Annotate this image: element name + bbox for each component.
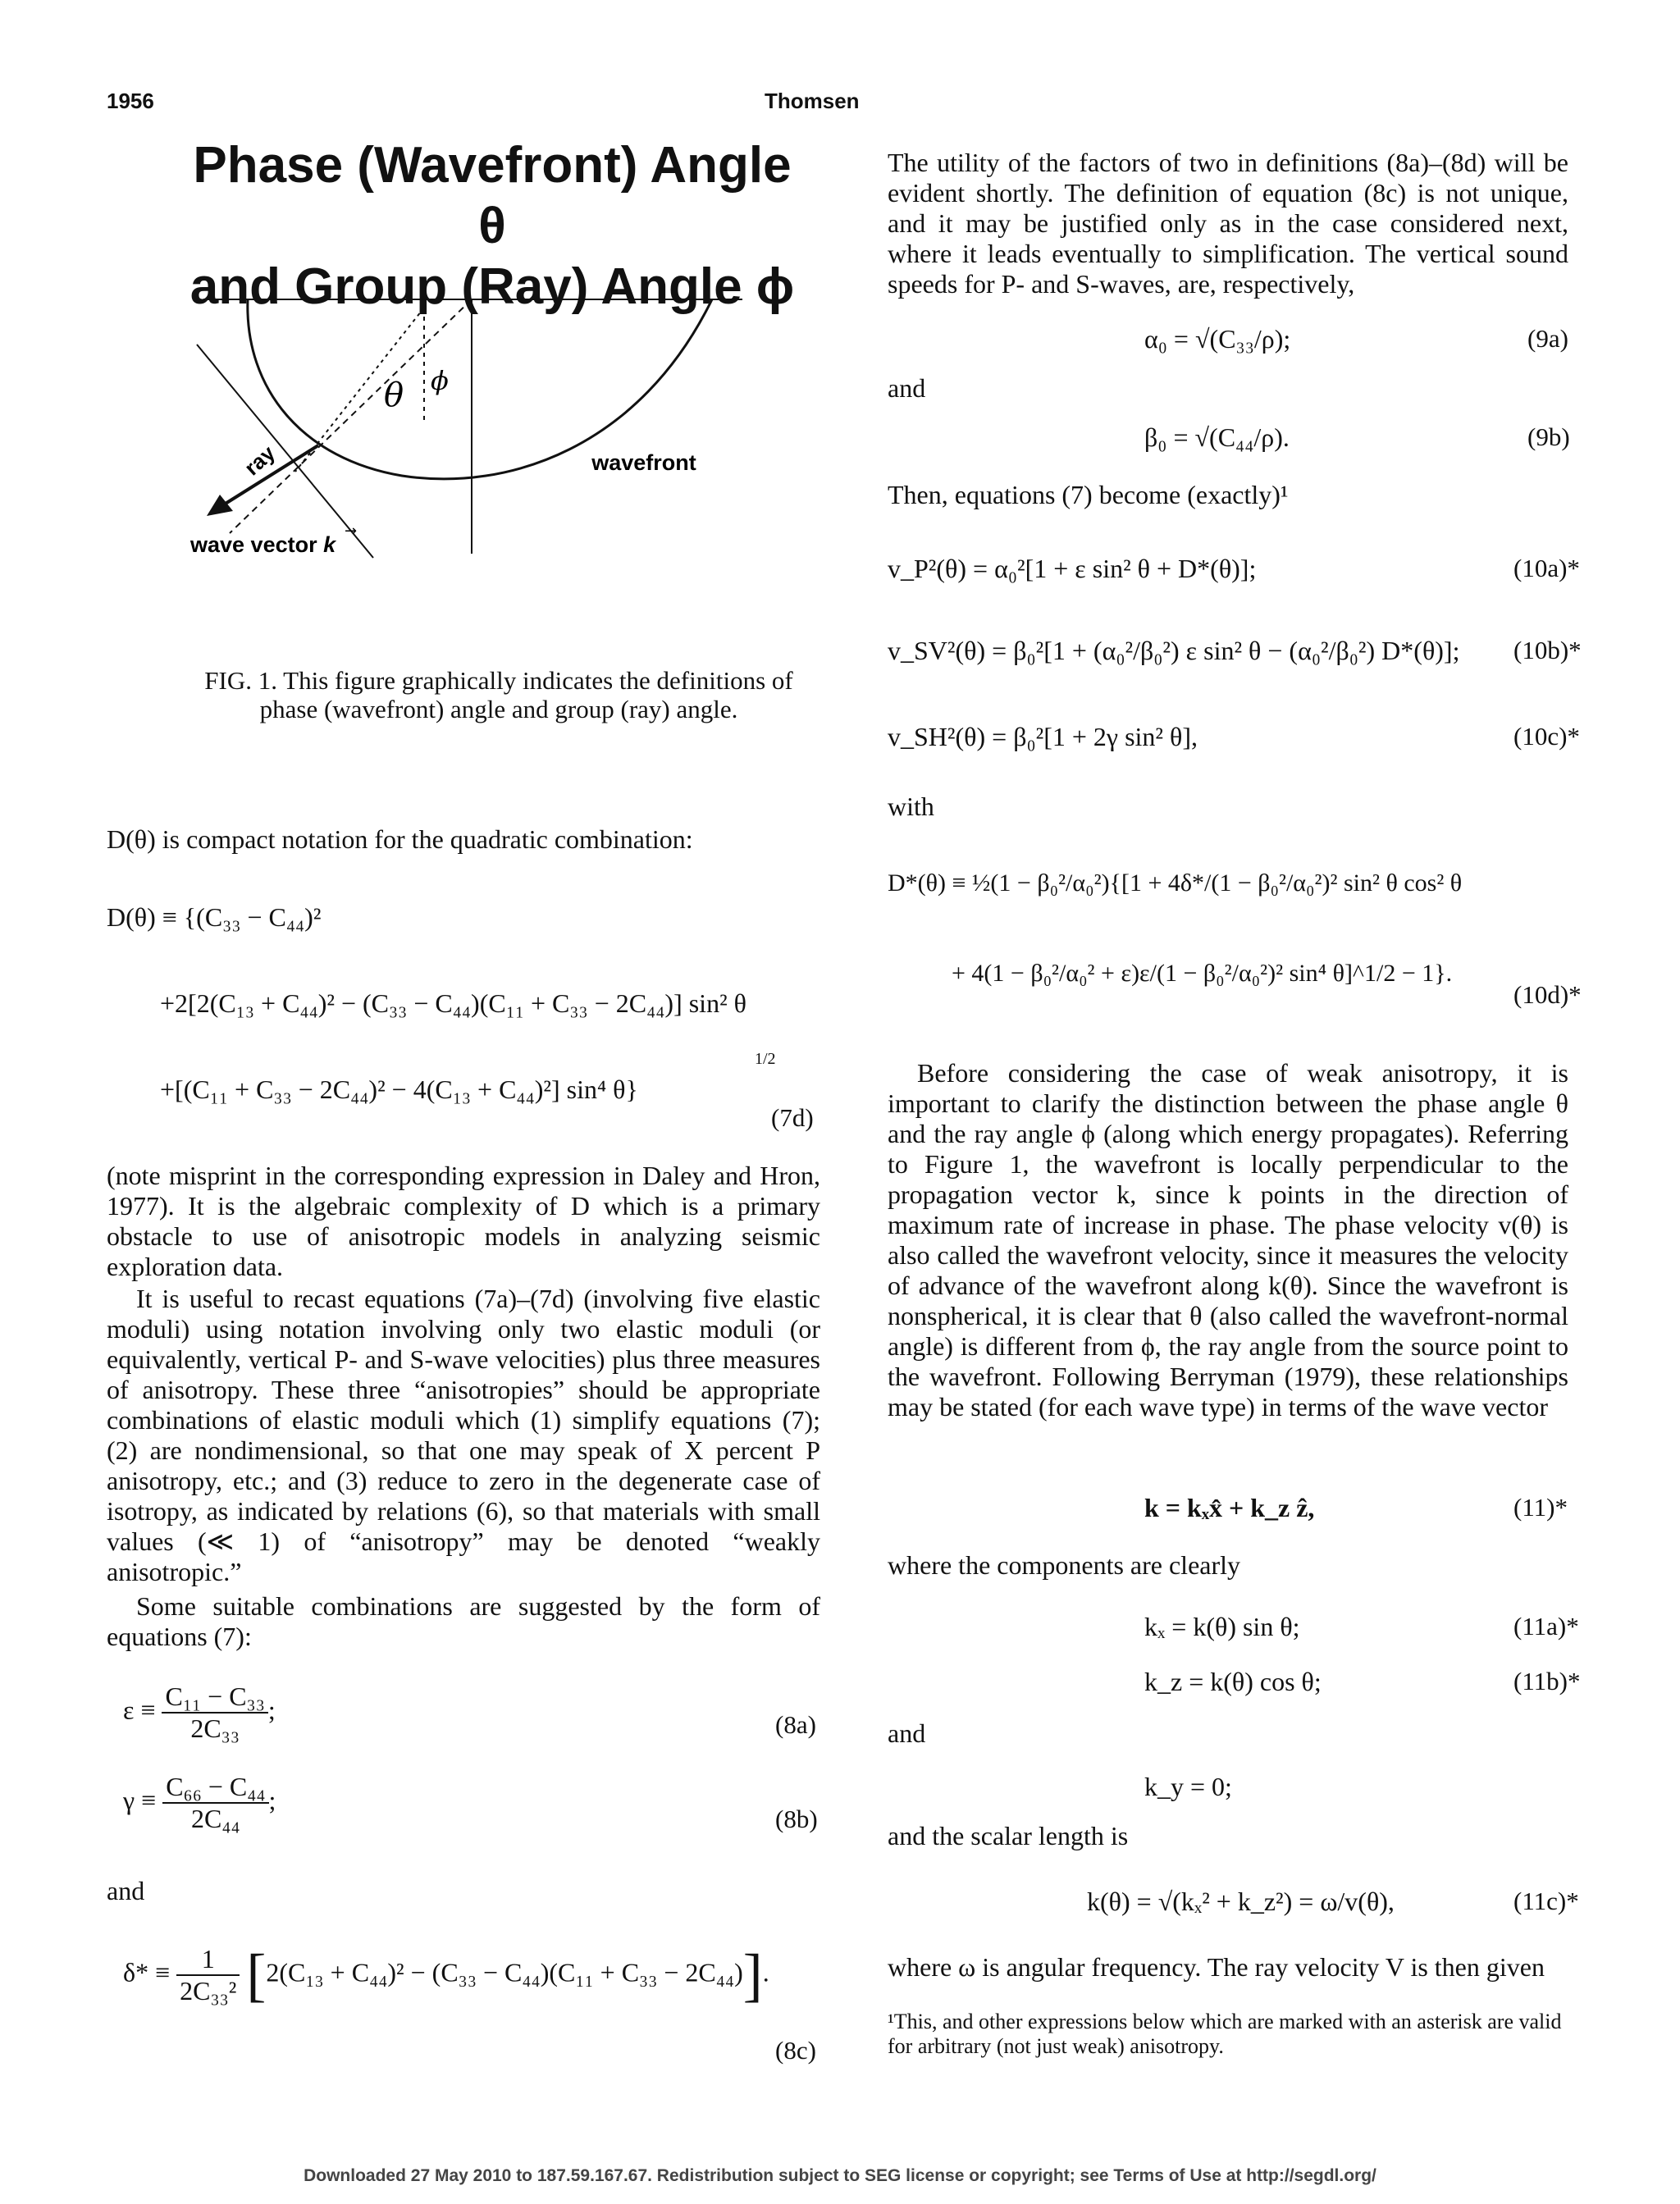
eq8a-tag: (8a) bbox=[775, 1710, 816, 1739]
eq11a-tag: (11a)* bbox=[1513, 1612, 1579, 1640]
eq9a: α₀ = √(C₃₃/ρ); bbox=[1144, 324, 1291, 354]
and-9: and bbox=[888, 373, 926, 403]
para-then: Then, equations (7) become (exactly)¹ bbox=[888, 480, 1289, 509]
eq9b-tag: (9b) bbox=[1527, 422, 1570, 451]
download-notice: Downloaded 27 May 2010 to 187.59.167.67. Redistribution subject to SEG license or copyright; see Terms of Use at http://segdl.org/ bbox=[304, 2166, 1376, 2185]
figure-caption: FIG. 1. This figure graphically indicates the definitions of phase (wavefront) angle and group (ray) angle. bbox=[204, 666, 793, 723]
wave-vector-label: wave vector k bbox=[190, 532, 336, 557]
eq8c-body: 2(C₁₃ + C₄₄)² − (C₃₃ − C₄₄)(C₁₁ + C₃₃ − 2C₄₄) bbox=[266, 1957, 743, 1987]
eq9a-tag: (9a) bbox=[1527, 324, 1568, 353]
eq8b-lhs: γ ≡ bbox=[123, 1785, 157, 1815]
wavefront-diagram bbox=[180, 291, 779, 570]
phi-label: ϕ bbox=[431, 365, 449, 396]
eq10d-line2: + 4(1 − β₀²/α₀² + ε)ε/(1 − β₀²/α₀²)² sin⁴ θ]^1/2 − 1}. bbox=[952, 960, 1453, 987]
with-label: with bbox=[888, 792, 934, 821]
ray-dashed-line bbox=[230, 299, 472, 533]
eq11c-tag: (11c)* bbox=[1513, 1887, 1579, 1915]
eq7d-line1: D(θ) ≡ {(C₃₃ − C₄₄)² bbox=[107, 902, 322, 932]
theta-label: θ bbox=[384, 376, 404, 414]
para-before: Before considering the case of weak anisotropy, it is important to clarify the distinction between the phase angle θ and the ray angle ϕ (along which energy propagates). Referring to Figure 1, the wavefront is locally perpendicular to the propagation vector k, since k points in the direction of maximum rate of increase in phase. The phase velocity v(θ) is also called the wavefront velocity, since it measures the velocity of advance of the wavefront along k(θ). Since the wavefront is nonspherical, it is clear that θ (also called the wavefront-normal angle) is different from ϕ, the ray angle from the source point to the wavefront. Following Berryman (1979), these relationships may be stated (for each wave type) in terms of the wave vector bbox=[888, 1058, 1568, 1421]
ray-label: ray bbox=[239, 440, 281, 481]
para-some: Some suitable combinations are suggested by the form of equations (7): bbox=[107, 1591, 820, 1651]
para-note: (note misprint in the corresponding expression in Daley and Hron, 1977). It is the algebraic complexity of D which is a primary obstacle to use of anisotropic models in analyzing seismic exploration data. bbox=[107, 1161, 820, 1281]
eq10c: v_SH²(θ) = β₀²[1 + 2γ sin² θ], bbox=[888, 722, 1198, 751]
para-utility: The utility of the factors of two in definitions (8a)–(8d) will be evident shortly. The definition of equation (8c) is not unique, and it may be justified only as in the case considered next, where it leads eventually to simplification. The vertical sound speeds for P- and S-waves, are, respectively, bbox=[888, 148, 1568, 299]
eq10b-tag: (10b)* bbox=[1513, 636, 1582, 664]
eq11: k = kₓx̂ + k_z ẑ, bbox=[1144, 1493, 1315, 1522]
eq10d-line1: D*(θ) ≡ ½(1 − β₀²/α₀²){[1 + 4δ*/(1 − β₀²/α₀²)² sin² θ cos² θ bbox=[888, 869, 1463, 897]
eq7d-line3: +[(C₁₁ + C₃₃ − 2C₄₄)² − 4(C₁₃ + C₄₄)²] sin⁴ θ} bbox=[160, 1075, 638, 1104]
eq10b: v_SV²(θ) = β₀²[1 + (α₀²/β₀²) ε sin² θ − (α₀²/β₀²) D*(θ)]; bbox=[888, 636, 1460, 665]
eq10a: v_P²(θ) = α₀²[1 + ε sin² θ + D*(θ)]; bbox=[888, 554, 1257, 583]
eq10c-tag: (10c)* bbox=[1513, 722, 1580, 751]
eq9b: β₀ = √(C₄₄/ρ). bbox=[1144, 422, 1290, 452]
eq8a-numerator: C₁₁ − C₃₃ bbox=[162, 1682, 267, 1713]
eq8c-tag: (8c) bbox=[775, 2036, 816, 2065]
eq8a: ε ≡ $\frac{\text{C₁₁ − C₃₃}}{\text{2C₃₃}}$ ; bbox=[123, 1682, 276, 1743]
eq-ky: k_y = 0; bbox=[1144, 1772, 1232, 1801]
figure-title bbox=[180, 135, 804, 317]
k-symbol: k bbox=[323, 532, 336, 557]
eq8b-denominator: 2C₄₄ bbox=[191, 1804, 240, 1833]
footnote: ¹This, and other expressions below which are marked with an asterisk are valid for arbitrary (not just weak) anisotropy. bbox=[888, 2010, 1562, 2058]
eq8b-numerator: C₆₆ − C₄₄ bbox=[162, 1772, 268, 1804]
eq8b-tag: (8b) bbox=[775, 1805, 818, 1833]
para-useful: It is useful to recast equations (7a)–(7d) (involving five elastic moduli) using notation involving only two elastic moduli (or equivalently, vertical P- and S-wave velocities) plus three measures of anisotropy. These three “anisotropies” should be appropriate combinations of elastic moduli which (1) simplify equations (7); (2) are nondimensional, so that one may speak of X percent P anisotropy, etc.; and (3) reduce to zero in the degenerate case of isotropy, as indicated by relations (6), so that materials with small values (≪ 1) of “anisotropy” may be denoted “weakly anisotropic.” bbox=[107, 1284, 820, 1586]
eq11-tag: (11)* bbox=[1513, 1493, 1568, 1522]
eq8c: δ* ≡ $\frac{1}{\text{2C₃₃²}}$ [2(C₁₃ + C₄₄)² − (C₃₃ − C₄₄)(C₁₁ + C₃₃ − 2C₄₄)]. bbox=[123, 1942, 769, 2008]
eq8c-frac-num: 1 bbox=[176, 1944, 240, 1976]
wavefront-label: wavefront bbox=[591, 450, 696, 475]
page-number: 1956 bbox=[107, 89, 154, 113]
eq11a: kₓ = k(θ) sin θ; bbox=[1144, 1612, 1300, 1641]
figure-title-line2: and Group (Ray) Angle ϕ bbox=[189, 258, 795, 315]
para-scalar: and the scalar length is bbox=[888, 1821, 1129, 1850]
and-11: and bbox=[888, 1718, 926, 1748]
arrowhead-icon bbox=[207, 495, 233, 516]
para-omega: where ω is angular frequency. The ray velocity V is then given bbox=[888, 1952, 1545, 1982]
para-intro: D(θ) is compact notation for the quadratic combination: bbox=[107, 824, 693, 854]
eq7d-exponent: 1/2 bbox=[755, 1050, 776, 1068]
eq10a-tag: (10a)* bbox=[1513, 554, 1580, 582]
eq8a-lhs: ε ≡ bbox=[123, 1695, 156, 1725]
eq8b: γ ≡ $\frac{\text{C₆₆ − C₄₄}}{\text{2C₄₄}}$ ; bbox=[123, 1772, 276, 1833]
figure-title-line1: Phase (Wavefront) Angle θ bbox=[193, 137, 792, 254]
eq10d-tag: (10d)* bbox=[1513, 980, 1582, 1009]
eq11b: k_z = k(θ) cos θ; bbox=[1144, 1667, 1322, 1696]
eq7d-line2: +2[2(C₁₃ + C₄₄)² − (C₃₃ − C₄₄)(C₁₁ + C₃₃ − 2C₄₄)] sin² θ bbox=[160, 988, 746, 1018]
eq8c-lhs: δ* ≡ bbox=[123, 1957, 171, 1987]
running-title: Thomsen bbox=[765, 89, 860, 113]
k-vector-arrow-icon: → bbox=[345, 522, 358, 540]
eq7d-number: (7d) bbox=[771, 1103, 814, 1132]
para-where: where the components are clearly bbox=[888, 1550, 1241, 1580]
eq8a-denominator: 2C₃₃ bbox=[190, 1713, 240, 1743]
eq8c-frac-den: 2C₃₃² bbox=[180, 1976, 237, 2006]
eq11c: k(θ) = √(kₓ² + k_z²) = ω/v(θ), bbox=[1087, 1887, 1395, 1916]
eq11b-tag: (11b)* bbox=[1513, 1667, 1581, 1695]
and-left: and bbox=[107, 1876, 145, 1905]
